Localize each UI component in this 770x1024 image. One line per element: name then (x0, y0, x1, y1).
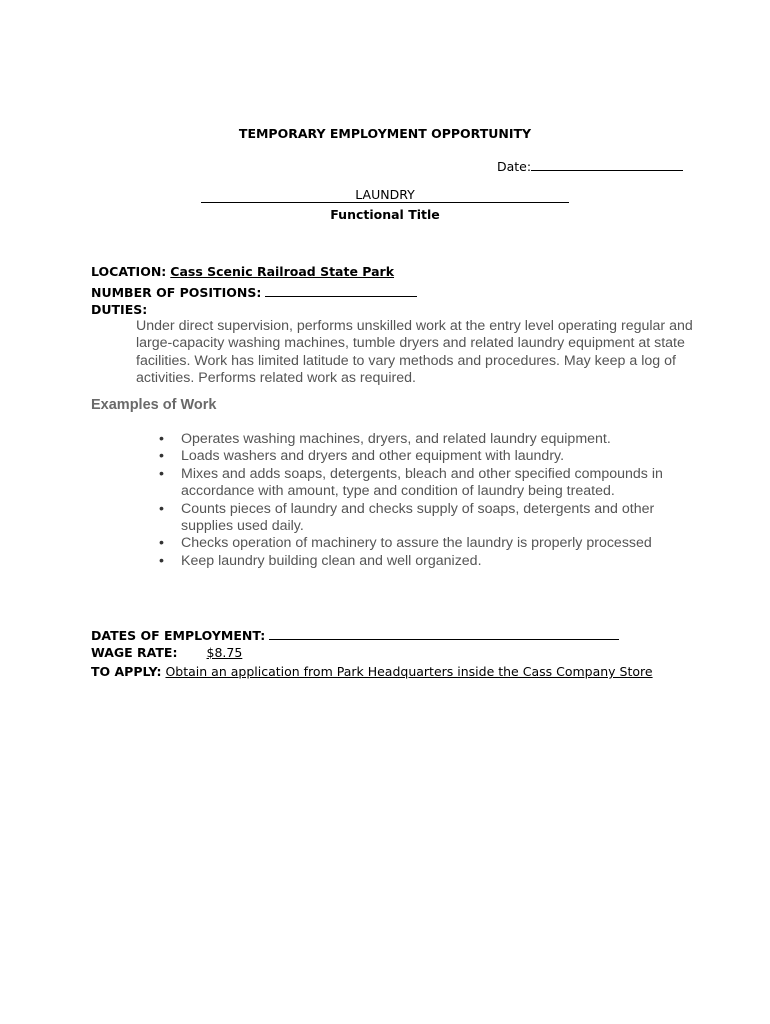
functional-title-label: Functional Title (330, 207, 440, 222)
date-label: Date: (497, 159, 532, 174)
functional-title-value: LAUNDRY (201, 187, 569, 203)
bullet-icon: • (159, 465, 164, 482)
bullet-icon: • (159, 552, 164, 569)
wage-row (91, 645, 267, 660)
dates-blank-line (269, 626, 619, 640)
example-text: Operates washing machines, dryers, and related laundry equipment. (181, 431, 611, 447)
bullet-icon: • (159, 535, 164, 552)
functional-title-block (201, 187, 569, 222)
bullet-icon: • (159, 448, 164, 465)
date-blank-line (531, 157, 683, 171)
list-item (159, 552, 691, 570)
apply-row (91, 664, 653, 679)
list-item (159, 465, 691, 501)
bullet-icon: • (159, 500, 164, 517)
apply-value: Obtain an application from Park Headquarters inside the Cass Company Store (165, 664, 653, 679)
example-text: Loads washers and dryers and other equipment with laundry. (181, 448, 565, 465)
positions-label: NUMBER OF POSITIONS: (91, 285, 262, 300)
dates-row (91, 626, 619, 643)
examples-heading: Examples of Work (91, 397, 217, 413)
list-item (159, 500, 691, 536)
list-item (159, 431, 691, 448)
apply-label: TO APPLY: (91, 664, 162, 679)
date-row (497, 157, 683, 174)
example-text: Mixes and adds soaps, detergents, bleach and other specified compounds in accordance with amount, type and condition of laundry being treated. (181, 465, 663, 500)
bullet-icon: • (159, 431, 164, 447)
dates-label: DATES OF EMPLOYMENT: (91, 628, 266, 643)
examples-list (159, 431, 691, 570)
list-item (159, 448, 691, 465)
list-item (159, 535, 691, 552)
example-text: Keep laundry building clean and well organized. (181, 552, 482, 569)
duties-label: DUTIES: (91, 302, 148, 317)
location-value: Cass Scenic Railroad State Park (170, 264, 395, 279)
wage-value: $8.75 (206, 645, 243, 660)
location-row (91, 264, 394, 279)
location-label: LOCATION: (91, 264, 167, 279)
example-text: Checks operation of machinery to assure the laundry is properly processed (181, 535, 652, 552)
example-text: Counts pieces of laundry and checks supply of soaps, detergents and other supplies used daily. (181, 500, 655, 535)
duties-text: Under direct supervision, performs unskilled work at the entry level operating regular and large-capacity washing machines, tumble dryers and related laundry equipment at state facilities. Work has limited latitude to vary methods and procedures. May keep a log of activities. Performs related work as required. (136, 318, 693, 387)
document-heading: TEMPORARY EMPLOYMENT OPPORTUNITY (238, 126, 532, 141)
positions-row (91, 283, 417, 300)
positions-blank-line (265, 283, 417, 297)
wage-label: WAGE RATE: (91, 645, 178, 660)
